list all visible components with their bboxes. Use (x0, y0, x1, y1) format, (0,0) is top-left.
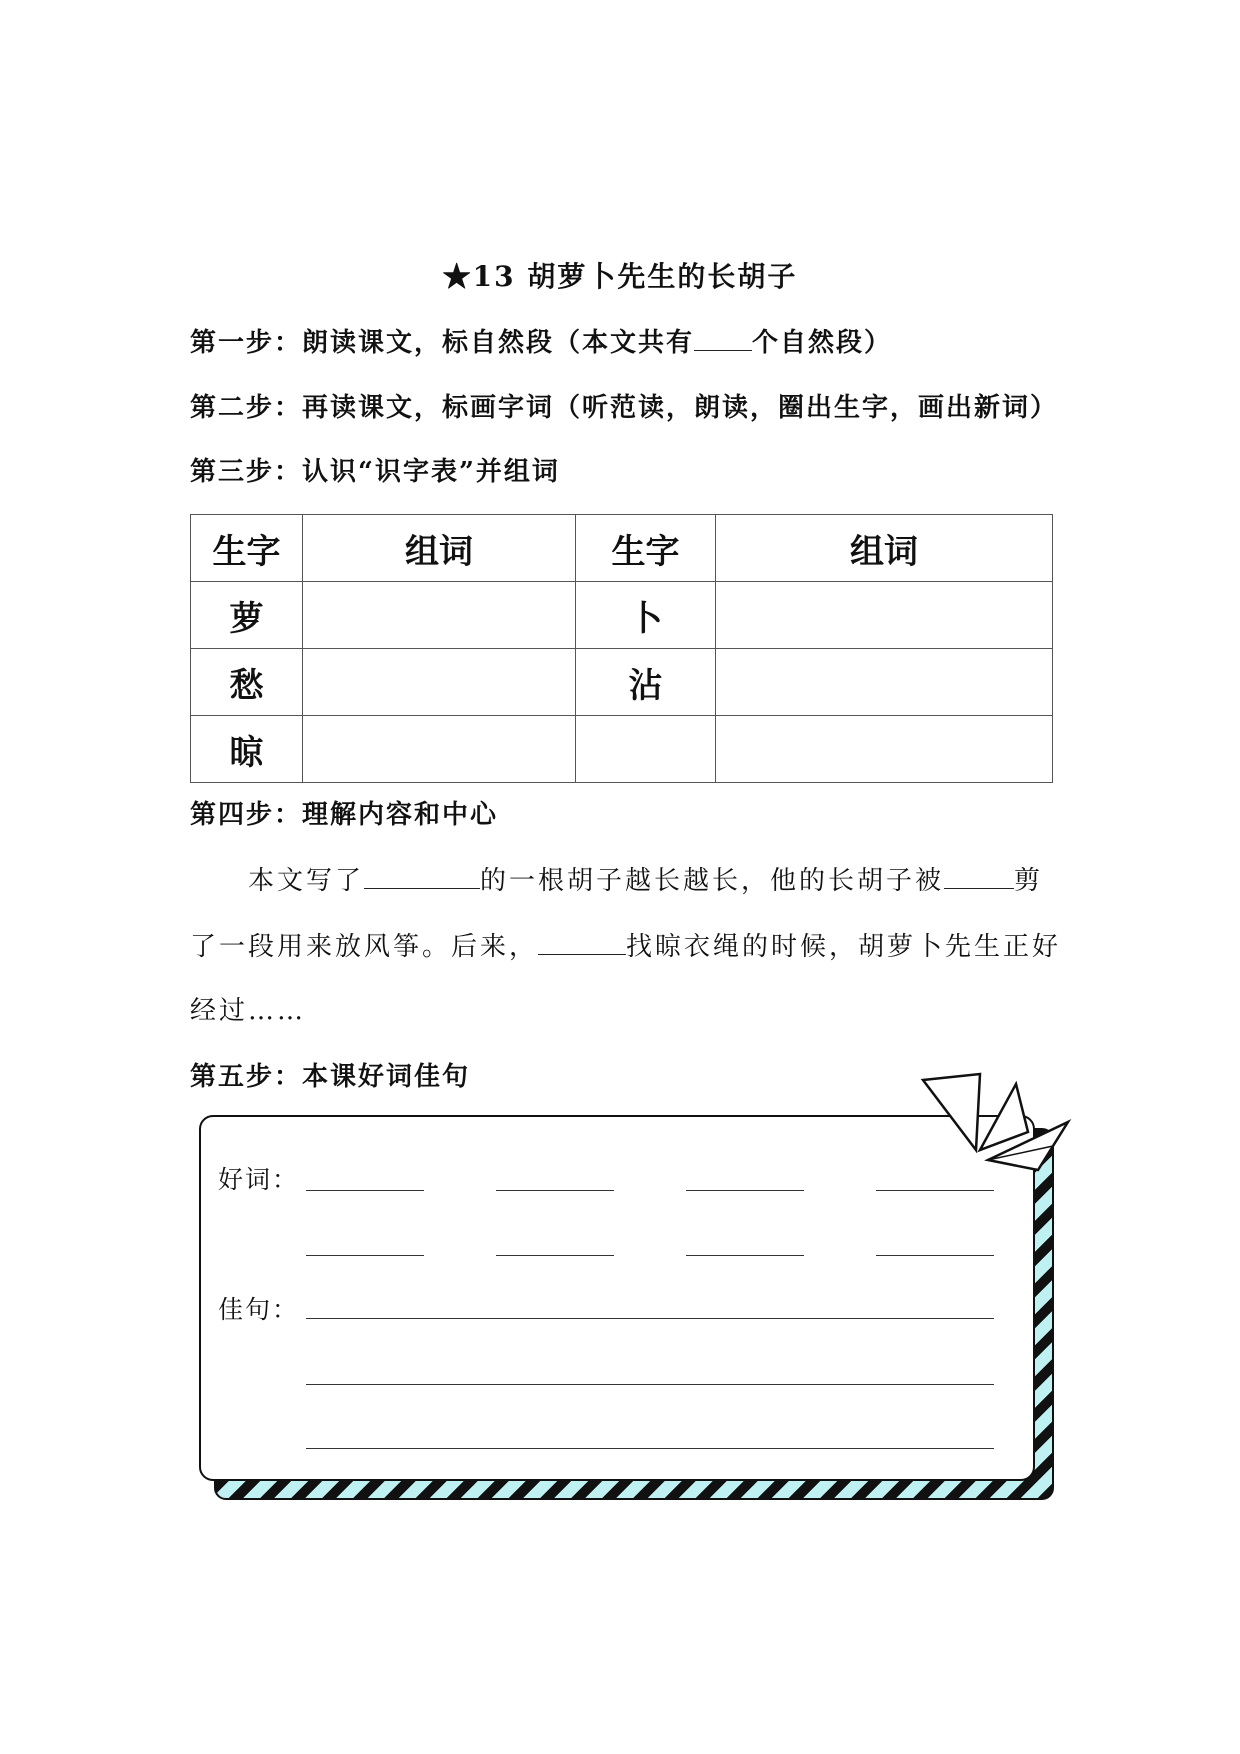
good-word-line[interactable] (306, 1190, 424, 1191)
good-sentence-line[interactable] (306, 1384, 994, 1385)
paragraph-line-2 (190, 926, 1062, 963)
paragraph-text: 剪 (1014, 866, 1044, 896)
table-header-row (191, 515, 1053, 582)
good-word-line[interactable] (876, 1255, 994, 1256)
step1-suffix: 个自然段） (752, 328, 893, 358)
step4-line: 第四步：理解内容和中心 (190, 800, 499, 830)
paragraph-count-blank[interactable] (694, 326, 752, 351)
word-cell[interactable] (716, 582, 1053, 649)
new-character-cell: 愁 (191, 649, 303, 716)
good-word-line[interactable] (496, 1190, 614, 1191)
word-cell[interactable] (716, 649, 1053, 716)
table-header: 组词 (716, 515, 1053, 582)
character-table (190, 514, 1053, 783)
good-sentence-line[interactable] (306, 1318, 994, 1319)
paragraph-text: 了一段用来放风筝。后来， (190, 932, 539, 962)
new-character-cell (576, 716, 716, 783)
word-cell[interactable] (303, 716, 576, 783)
table-header: 生字 (191, 515, 303, 582)
page-title: ★13 胡萝卜先生的长胡子 (442, 260, 798, 293)
paragraph-text: 本文写了 (248, 866, 365, 896)
word-cell[interactable] (303, 582, 576, 649)
table-header: 组词 (303, 515, 576, 582)
good-word-line[interactable] (306, 1255, 424, 1256)
new-character-cell: 萝 (191, 582, 303, 649)
fill-blank[interactable] (944, 864, 1014, 889)
paper-plane-icon (918, 1070, 1078, 1180)
good-word-line[interactable] (686, 1255, 804, 1256)
new-character-cell: 沾 (576, 649, 716, 716)
step1-prefix: 第一步：朗读课文，标自然段（本文共有 (190, 328, 695, 358)
paragraph-text: 找晾衣绳的时候，胡萝卜先生正好 (626, 932, 1062, 962)
step3-line: 第三步：认识“识字表”并组词 (190, 457, 560, 487)
table-header: 生字 (576, 515, 716, 582)
good-sentence-line[interactable] (306, 1448, 994, 1449)
word-cell[interactable] (716, 716, 1053, 783)
good-word-line[interactable] (496, 1255, 614, 1256)
step1-line (190, 322, 892, 359)
fill-blank[interactable] (364, 864, 480, 889)
step5-line: 第五步：本课好词佳句 (190, 1062, 471, 1092)
good-word-line[interactable] (876, 1190, 994, 1191)
table-row (191, 582, 1053, 649)
good-sentences-label: 佳句： (218, 1295, 300, 1324)
good-words-label: 好词： (218, 1165, 300, 1194)
fill-blank[interactable] (538, 930, 626, 955)
paragraph-text: 的一根胡子越长越长，他的长胡子被 (480, 866, 945, 896)
table-row (191, 649, 1053, 716)
table-row (191, 716, 1053, 783)
step2-line: 第二步：再读课文，标画字词（听范读，朗读，圈出生字，画出新词） (190, 393, 1059, 423)
good-word-line[interactable] (686, 1190, 804, 1191)
word-cell[interactable] (303, 649, 576, 716)
words-sentences-box (199, 1115, 1035, 1481)
new-character-cell: 晾 (191, 716, 303, 783)
paragraph-line-1 (248, 860, 1110, 897)
paragraph-line-3: 经过…… (190, 996, 307, 1026)
new-character-cell: 卜 (576, 582, 716, 649)
